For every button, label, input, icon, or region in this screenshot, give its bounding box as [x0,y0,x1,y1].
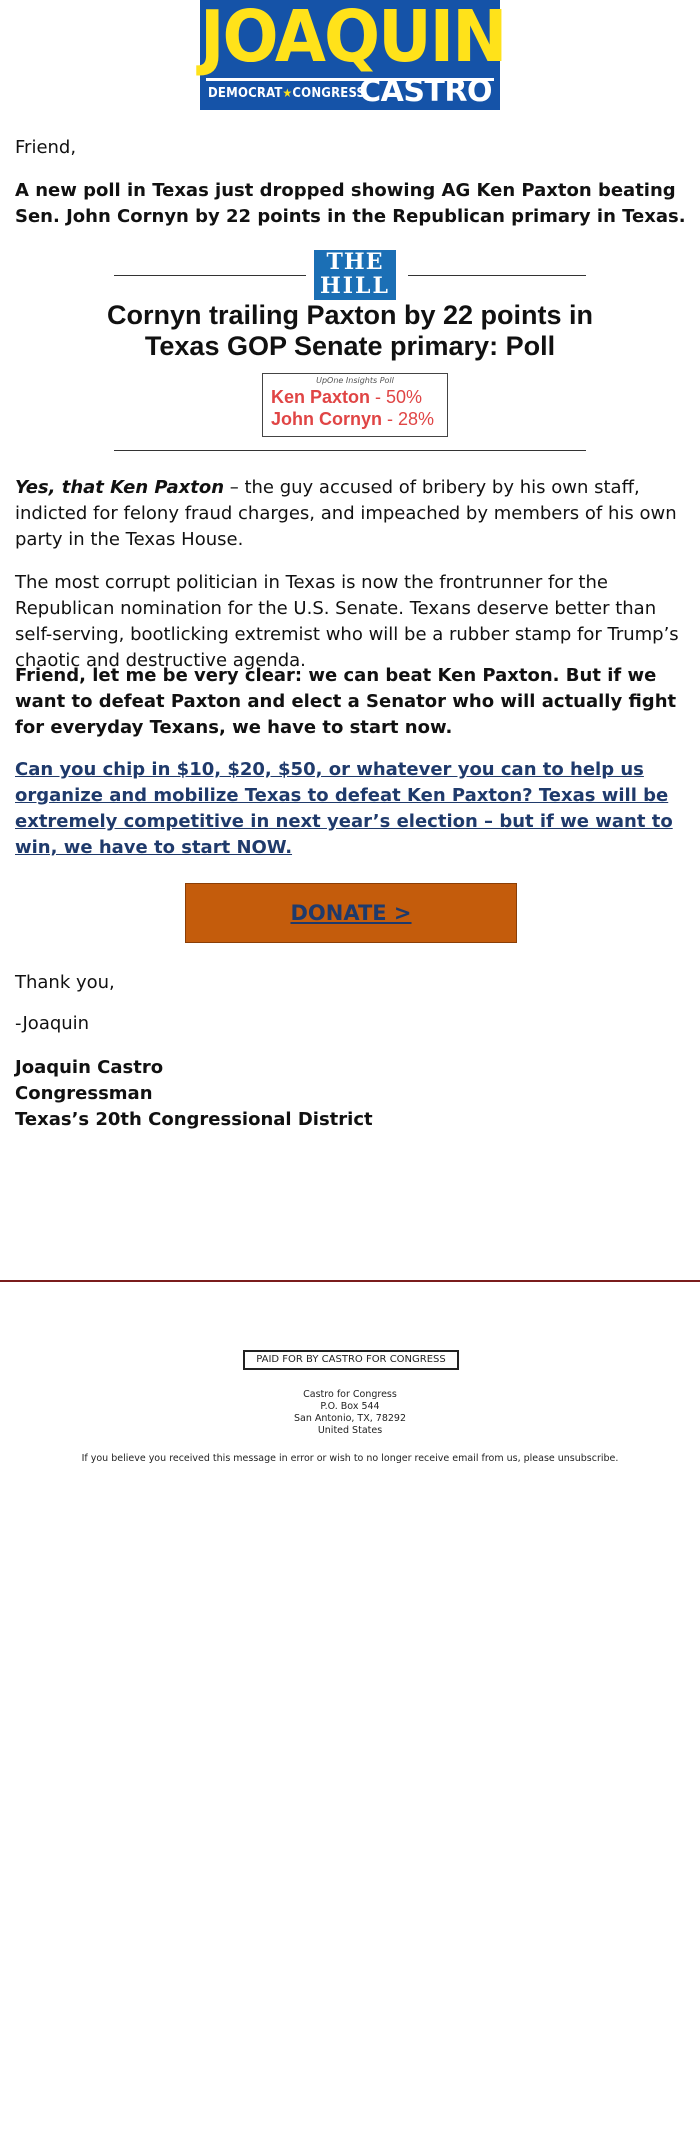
news-top-rule-right [408,275,586,276]
footer-country: United States [317,1425,383,1436]
the-hill-logo [314,250,396,300]
unsubscribe-notice[interactable]: If you believe you received this message in error or wish to no longer receive email from us, please unsubscribe. [81,1453,619,1464]
logo-subtitle-left: DEMOCRAT [208,86,283,101]
castro-logo [200,0,506,110]
logo-subtitle [208,86,365,101]
signoff: -Joaquin [15,1013,90,1034]
paragraph-paxton-rest: – the guy accused of bribery by his own staff, indicted for felony fraud charges, and impeached by members of his own party in the Texas House. [15,477,677,550]
donation-ask-link[interactable]: Can you chip in $10, $20, $50, or whatever you can to help us organize and mobilize Texas to defeat Ken Paxton? Texas will be extremely competitive in next year’s election – but if we want to win, we have to start NOW. [15,759,673,858]
poll-result-cornyn-name: John Cornyn [271,409,382,429]
paragraph-paxton [15,475,687,553]
paragraph-corrupt: The most corrupt politician in Texas is now the frontrunner for the Republican nomination for the U.S. Senate. Texans deserve better than self-serving, bootlicking extremist who will be a rubber stamp for Trump’s chaotic and destructive agenda. [15,572,679,671]
greeting: Friend, [15,137,77,158]
signature-district: Texas’s 20th Congressional District [15,1109,373,1130]
logo-name: JOAQUIN [200,0,506,79]
news-headline: Cornyn trailing Paxton by 22 points in Texas GOP Senate primary: Poll [106,300,594,361]
the-hill-logo-line1: THE [326,249,384,275]
star-icon: ★ [282,86,293,100]
paragraph-paxton-lead: Yes, that Ken Paxton [15,477,225,498]
the-hill-logo-line2: HILL [319,273,390,299]
news-top-rule-left [114,275,306,276]
intro-text: A new poll in Texas just dropped showing AG Ken Paxton beating Sen. John Cornyn by 22 points in the Republican primary in Texas. [15,180,686,227]
poll-result-paxton [271,387,422,408]
signature-name: Joaquin Castro [15,1057,164,1078]
poll-results-box [262,373,448,437]
thank-you: Thank you, [15,972,115,993]
poll-result-cornyn-value: - 28% [382,409,435,429]
footer-city: San Antonio, TX, 78292 [293,1413,407,1424]
donate-button[interactable]: DONATE > [185,883,517,943]
footer-po-box: P.O. Box 544 [320,1401,380,1412]
poll-result-paxton-value: - 50% [370,387,423,407]
logo-subtitle-right: CONGRESS [292,86,366,101]
poll-result-paxton-name: Ken Paxton [271,387,371,407]
footer-org: Castro for Congress [303,1389,397,1400]
logo-surname: CASTRO [359,74,492,109]
footer-divider [0,1280,700,1282]
news-bottom-rule [114,450,586,451]
paid-for-disclaimer: PAID FOR BY CASTRO FOR CONGRESS [243,1350,459,1370]
paragraph-beat-paxton: Friend, let me be very clear: we can beat Ken Paxton. But if we want to defeat Paxton and elect a Senator who will actually fight for everyday Texans, we have to start now. [15,665,677,738]
poll-source: UpOne Insights Poll [316,376,394,385]
poll-result-cornyn [271,409,434,430]
signature-title: Congressman [15,1083,153,1104]
